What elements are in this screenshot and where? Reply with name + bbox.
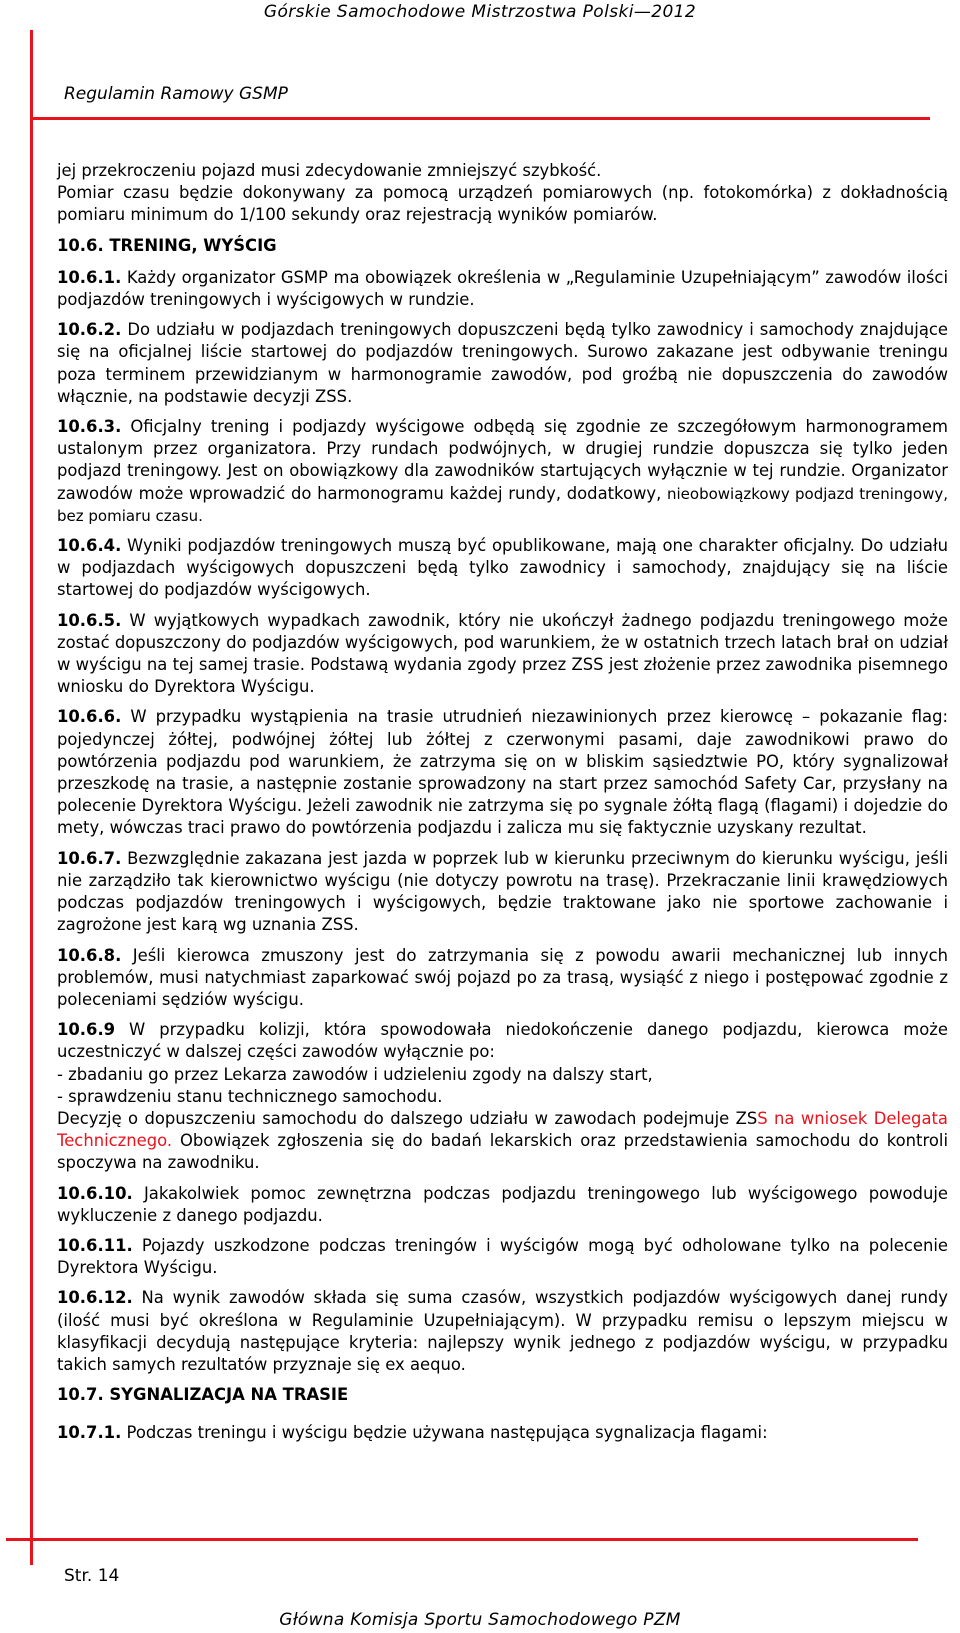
paragraph-number: 10.6.6. <box>57 707 122 727</box>
paragraph-text: Podczas treningu i wyścigu będzie używana następująca sygnalizacja flagami: <box>121 1423 768 1443</box>
document-body <box>57 160 948 1453</box>
paragraph-10-6-11 <box>57 1235 948 1279</box>
paragraph-number: 10.6.10. <box>57 1183 133 1203</box>
decision-text-highlighted: S na wniosek Delegata Technicznego. <box>57 1108 948 1151</box>
paragraph-text: W przypadku kolizji, która spowodowała niedokończenie danego podjazdu, kierowca może uczestniczyć w dalszej części zawodów wyłącznie po: <box>57 1020 948 1062</box>
paragraph-number: 10.6.11. <box>57 1235 133 1255</box>
paragraph-lead <box>57 1019 948 1063</box>
paragraph-text-tail: nieobowiązkowy podjazd treningowy, bez pomiaru czasu. <box>57 484 948 525</box>
paragraph-intro-2: Pomiar czasu będzie dokonywany za pomocą urządzeń pomiarowych (np. fotokomórka) z dokładnością pomiaru minimum do 1/100 sekundy oraz rejestracją wyników pomiarów. <box>57 183 948 225</box>
paragraph-number: 10.6.12. <box>57 1288 133 1308</box>
paragraph-text: W przypadku wystąpienia na trasie utrudnień niezawinionych przez kierowcę – pokazanie flag: pojedynczej żółtej, podwójnej żółtej lub żółtej z czerwonymi pasami, daje zawodnikowi prawo do powtórzenia podjazdu pod warunkiem, że zatrzyma się on w bliskim sąsiedztwie PO, który sygnalizował przeszkodę na trasie, a następnie zostanie sprowadzony na start przez samochód Safety Car, przysłany na polecenie Dyrektora Wyścigu. Jeżeli zawodnik nie zatrzyma się po sygnale żółtą flagą (flagami) i dojedzie do mety, wówczas traci prawo do powtórzenia podjazdu i zalicza mu się faktycznie uzyskany rezultat. <box>57 707 948 838</box>
margin-rule-vertical <box>30 30 33 1565</box>
section-heading-10-7: 10.7. SYGNALIZACJA NA TRASIE <box>57 1385 349 1405</box>
footer-title: Główna Komisja Sportu Samochodowego PZM <box>279 1610 681 1630</box>
header-subtitle: Regulamin Ramowy GSMP <box>64 84 288 104</box>
paragraph-number: 10.6.9 <box>57 1020 116 1040</box>
header-rule <box>30 117 930 120</box>
paragraph-intro-1: jej przekroczeniu pojazd musi zdecydowanie zmniejszyć szybkość. <box>57 161 602 180</box>
paragraph-text: Bezwzględnie zakazana jest jazda w poprzek lub w kierunku przeciwnym do kierunku wyścigu, jeśli nie zarządziło tak kierownictwo wyścigu (nie dotyczy powrotu na trasę). Przekraczanie linii krawędziowych podczas podjazdów treningowych i wyścigowych, będzie traktowane jako nie sportowe zachowanie i zagrożone jest karą wg uznania ZSS. <box>57 848 948 935</box>
paragraph-number: 10.6.1. <box>57 267 122 287</box>
paragraph-10-6-8 <box>57 945 948 1012</box>
footer-rule <box>6 1538 918 1541</box>
paragraph-text: Jakakolwiek pomoc zewnętrzna podczas podjazdu treningowego lub wyścigowego powoduje wykluczenie z danego podjazdu. <box>57 1183 948 1225</box>
header-title: Górskie Samochodowe Mistrzostwa Polski—2012 <box>263 2 697 22</box>
paragraph-number: 10.6.3. <box>57 417 122 437</box>
paragraph-number: 10.6.2. <box>57 320 122 340</box>
paragraph-number: 10.7.1. <box>57 1423 122 1443</box>
paragraph-decision <box>57 1108 948 1175</box>
paragraph-text: Każdy organizator GSMP ma obowiązek określenia w „Regulaminie Uzupełniającym” zawodów ilości podjazdów treningowych i wyścigowych w rundzie. <box>57 267 948 310</box>
paragraph-number: 10.6.4. <box>57 536 122 556</box>
paragraph-10-6-7 <box>57 848 948 937</box>
paragraph-10-6-3 <box>57 416 948 527</box>
paragraph-text: Wyniki podjazdów treningowych muszą być opublikowane, mają one charakter oficjalny. Do udziału w podjazdach wyścigowych dopuszczeni będą tylko zawodnicy i samochody, znajdujący się na liście startowej do podjazdów wyścigowych. <box>57 536 948 600</box>
paragraph-10-6-6 <box>57 706 948 839</box>
paragraph-text: Jeśli kierowca zmuszony jest do zatrzymania się z powodu awarii mechanicznej lub innych problemów, musi natychmiast zaparkować swój pojazd po za trasą, wysiąść z niego i postępować zgodnie z poleceniami sędziów wyścigu. <box>57 945 948 1009</box>
list-item: - sprawdzeniu stanu technicznego samochodu. <box>57 1086 443 1106</box>
paragraph-number: 10.6.8. <box>57 945 122 965</box>
decision-text-end: Obowiązek zgłoszenia się do badań lekarskich oraz przedstawienia samochodu do kontroli spoczywa na zawodniku. <box>57 1131 948 1173</box>
paragraph-10-6-4 <box>57 535 948 602</box>
section-heading-10-6: 10.6. TRENING, WYŚCIG <box>57 235 277 255</box>
paragraph-text: W wyjątkowych wypadkach zawodnik, który nie ukończył żadnego podjazdu treningowego może zostać dopuszczony do podjazdów wyścigowych, pod warunkiem, że w ostatnich trzech latach brał on udział w wyścigu na tej samej trasie. Podstawą wydania zgody przez ZSS jest złożenie przez zawodnika pisemnego wniosku do Dyrektora Wyścigu. <box>57 610 949 697</box>
paragraph-10-6-12 <box>57 1287 948 1376</box>
paragraph-10-6-10 <box>57 1183 948 1227</box>
decision-text: Decyzję o dopuszczeniu samochodu do dalszego udziału w zawodach podejmuje ZS <box>57 1108 758 1128</box>
paragraph-text: Pojazdy uszkodzone podczas treningów i wyścigów mogą być odholowane tylko na polecenie Dyrektora Wyścigu. <box>57 1235 948 1278</box>
paragraph-number: 10.6.5. <box>57 610 122 630</box>
paragraph-10-6-2 <box>57 319 948 408</box>
paragraph-10-6-9 <box>57 1019 948 1174</box>
paragraph-10-7-1 <box>57 1422 948 1444</box>
paragraph-10-6-1 <box>57 267 948 311</box>
paragraph-text: Na wynik zawodów składa się suma czasów, wszystkich podjazdów wyścigowych danej rundy (ilość musi być określona w Regulaminie Uzupełniającym). W przypadku remisu o lepszym miejscu w klasyfikacji decydują następujące kryteria: najlepszy wynik jednego z podjazdów wyścigu, w przypadku takich samych rezultatów przyznaje się ex aequo. <box>57 1288 948 1374</box>
paragraph-number: 10.6.7. <box>57 848 122 868</box>
list-item: - zbadaniu go przez Lekarza zawodów i udzieleniu zgody na dalszy start, <box>57 1064 653 1084</box>
paragraph-text: Oficjalny trening i podjazdy wyścigowe odbędą się zgodnie ze szczegółowym harmonogramem ustalonym przez organizatora. Przy rundach podwójnych, w drugiej rundzie dopuszcza się tylko jeden podjazd treningowy. Jest on obowiązkowy dla zawodników startujących wyłącznie w tej rundzie. Organizator zawodów może wprowadzić do harmonogramu każdej rundy, dodatkowy, <box>57 417 948 503</box>
page-number: Str. 14 <box>64 1566 120 1586</box>
paragraph-10-6-5 <box>57 610 948 699</box>
paragraph-text: Do udziału w podjazdach treningowych dopuszczeni będą tylko zawodnicy i samochody znajdujące się na oficjalnej liście startowej do podjazdów treningowych. Surowo zakazane jest odbywanie treningu poza terminem przewidzianym w harmonogramie zawodów, pod groźbą nie dopuszczenia do zawodów włącznie, na podstawie decyzji ZSS. <box>57 320 948 406</box>
